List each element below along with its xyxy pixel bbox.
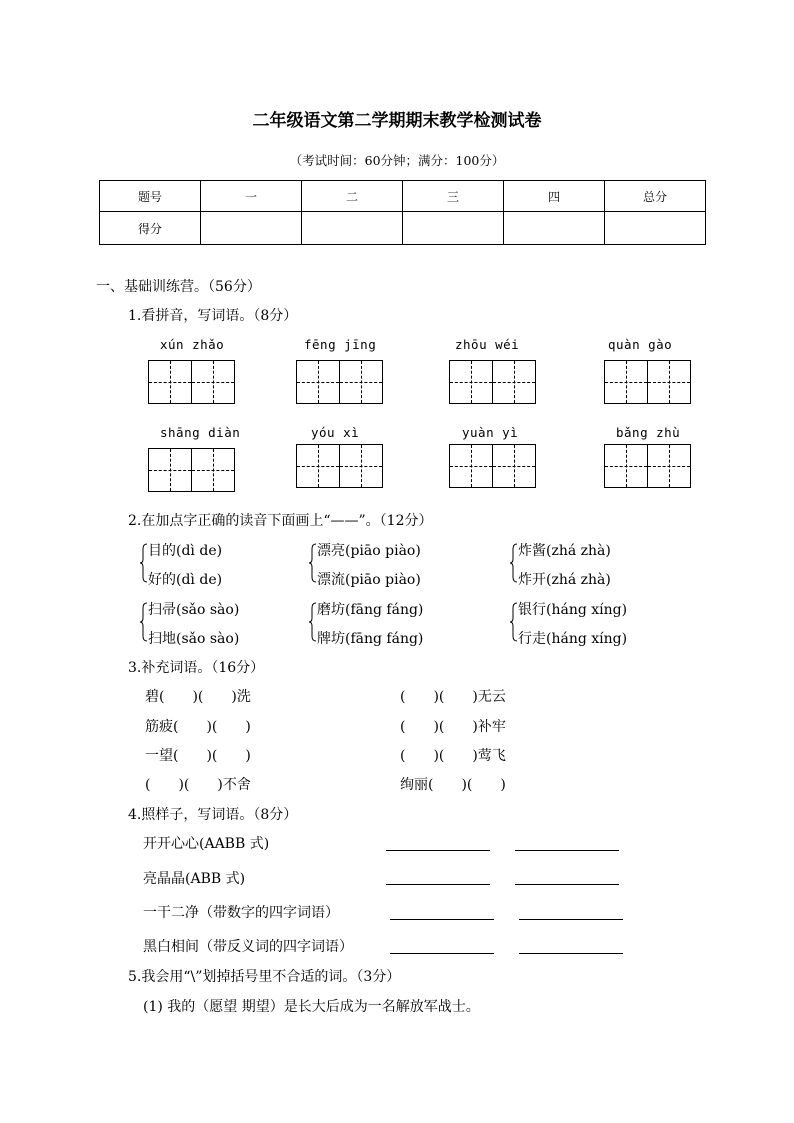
- score-table-header-row: [100, 181, 706, 212]
- reading-option: 炸开(zhá zhà): [518, 572, 611, 588]
- score-table-score-row: [100, 212, 706, 245]
- writing-cell[interactable]: [604, 444, 648, 488]
- question-title: 3.补充词语。（16分）: [128, 660, 265, 676]
- brace-icon: [309, 543, 317, 571]
- table-cell: 题号: [100, 181, 201, 212]
- brace-icon: [510, 602, 518, 630]
- score-table: [99, 180, 706, 245]
- table-cell: 三: [403, 181, 504, 212]
- writing-cell[interactable]: [148, 360, 192, 404]
- brace-icon: [140, 543, 148, 571]
- example-word: 开开心心(AABB 式): [143, 836, 270, 852]
- reading-option: 牌坊(fāng fáng): [317, 631, 424, 647]
- pinyin-label: zhōu wéi: [455, 337, 520, 352]
- writing-grid[interactable]: [148, 360, 235, 404]
- reading-option: 磨坊(fāng fáng): [317, 602, 424, 618]
- question-title: 1.看拼音，写词语。（8分）: [128, 308, 298, 324]
- writing-cell[interactable]: [296, 444, 340, 488]
- writing-cell[interactable]: [647, 444, 691, 488]
- table-cell: 一: [201, 181, 302, 212]
- example-word: 黑白相间（带反义词的四字词语）: [143, 939, 353, 955]
- answer-line[interactable]: [390, 919, 494, 920]
- brace-icon: [140, 602, 148, 630]
- table-cell: 得分: [100, 212, 201, 245]
- writing-cell[interactable]: [647, 360, 691, 404]
- answer-line[interactable]: [515, 884, 619, 885]
- question-title: 5.我会用“\”划掉括号里不合适的词。（3分）: [128, 969, 401, 985]
- fill-blank-item[interactable]: ( )( )莺飞: [400, 748, 506, 764]
- fill-blank-item[interactable]: ( )( )补牢: [400, 719, 506, 735]
- example-word: 亮晶晶(ABB 式): [143, 871, 246, 887]
- writing-cell[interactable]: [296, 360, 340, 404]
- pinyin-label: yuàn yì: [462, 425, 519, 440]
- answer-line[interactable]: [515, 850, 619, 851]
- exam-info: （考试时间：60分钟；满分：100分）: [289, 153, 505, 168]
- table-cell: 二: [302, 181, 403, 212]
- score-blank[interactable]: [504, 212, 605, 245]
- question-item: (1) 我的（愿望 期望）是长大后成为一名解放军战士。: [143, 999, 480, 1015]
- reading-option: 扫帚(sǎo sào): [148, 602, 240, 618]
- score-blank[interactable]: [403, 212, 504, 245]
- writing-cell[interactable]: [191, 360, 235, 404]
- pinyin-label: shāng diàn: [160, 425, 241, 440]
- answer-line[interactable]: [386, 850, 490, 851]
- question-title: 4.照样子，写词语。（8分）: [128, 807, 298, 823]
- fill-blank-item[interactable]: 碧( )( )洗: [145, 689, 251, 705]
- table-cell: 四: [504, 181, 605, 212]
- writing-cell[interactable]: [492, 360, 536, 404]
- answer-line[interactable]: [386, 884, 490, 885]
- score-blank[interactable]: [302, 212, 403, 245]
- reading-option: 行走(háng xíng): [518, 631, 628, 647]
- brace-icon: [510, 543, 518, 571]
- pinyin-label: bǎng zhù: [616, 425, 681, 440]
- writing-cell[interactable]: [191, 448, 235, 492]
- writing-grid[interactable]: [604, 444, 691, 488]
- reading-option: 目的(dì de): [148, 543, 223, 559]
- writing-cell[interactable]: [449, 360, 493, 404]
- question-title: 2.在加点字正确的读音下面画上“——”。（12分）: [128, 513, 433, 529]
- page-title: 二年级语文第二学期期末教学检测试卷: [252, 111, 542, 131]
- writing-grid[interactable]: [449, 444, 536, 488]
- example-word: 一干二净（带数字的四字词语）: [143, 905, 339, 921]
- writing-grid[interactable]: [296, 444, 383, 488]
- reading-option: 漂流(piāo piào): [317, 572, 421, 588]
- writing-cell[interactable]: [339, 444, 383, 488]
- reading-option: 漂亮(piāo piào): [317, 543, 421, 559]
- pinyin-label: fēng jīng: [304, 337, 377, 352]
- writing-cell[interactable]: [148, 448, 192, 492]
- table-cell: 总分: [605, 181, 706, 212]
- fill-blank-item[interactable]: 筋疲( )( ): [145, 719, 251, 735]
- answer-line[interactable]: [519, 919, 623, 920]
- reading-option: 扫地(sǎo sào): [148, 631, 240, 647]
- score-blank[interactable]: [605, 212, 706, 245]
- reading-option: 好的(dì de): [148, 572, 223, 588]
- fill-blank-item[interactable]: ( )( )不舍: [145, 777, 251, 793]
- brace-icon: [309, 602, 317, 630]
- writing-cell[interactable]: [449, 444, 493, 488]
- reading-option: 银行(háng xíng): [518, 602, 628, 618]
- fill-blank-item[interactable]: 绚丽( )( ): [400, 777, 506, 793]
- writing-cell[interactable]: [492, 444, 536, 488]
- reading-option: 炸酱(zhá zhà): [518, 543, 611, 559]
- writing-grid[interactable]: [449, 360, 536, 404]
- answer-line[interactable]: [390, 953, 494, 954]
- writing-grid[interactable]: [296, 360, 383, 404]
- fill-blank-item[interactable]: 一望( )( ): [145, 748, 251, 764]
- pinyin-label: yóu xì: [311, 425, 360, 440]
- section-heading: 一、基础训练营。（56分）: [96, 279, 261, 295]
- score-blank[interactable]: [201, 212, 302, 245]
- writing-cell[interactable]: [339, 360, 383, 404]
- pinyin-label: quàn gào: [608, 337, 673, 352]
- writing-grid[interactable]: [604, 360, 691, 404]
- answer-line[interactable]: [519, 953, 623, 954]
- writing-grid[interactable]: [148, 448, 235, 492]
- pinyin-label: xún zhǎo: [160, 337, 225, 352]
- writing-cell[interactable]: [604, 360, 648, 404]
- fill-blank-item[interactable]: ( )( )无云: [400, 689, 506, 705]
